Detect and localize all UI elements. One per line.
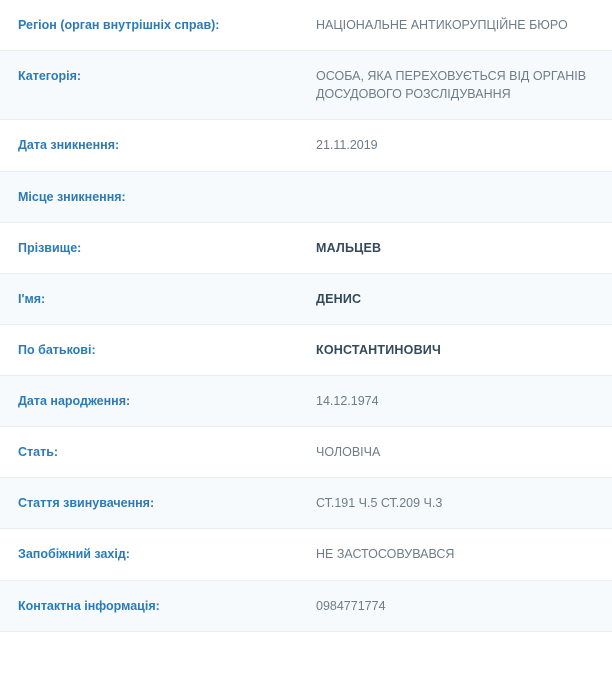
field-label: Регіон (орган внутрішніх справ): <box>18 18 220 32</box>
field-value: 14.12.1974 <box>316 394 379 408</box>
field-value: ДЕНИС <box>316 291 362 306</box>
field-label: Стаття звинувачення: <box>18 496 155 511</box>
field-label: Стать: <box>18 445 59 460</box>
field-label: Місце зникнення: <box>18 189 126 204</box>
field-label: Контактна інформація: <box>18 598 160 613</box>
field-value: 21.11.2019 <box>316 138 378 153</box>
field-value: КОНСТАНТИНОВИЧ <box>316 342 441 357</box>
table-row <box>0 171 612 222</box>
table-row <box>0 427 612 478</box>
field-value: НЕ ЗАСТОСОВУВАВСЯ <box>316 547 455 562</box>
field-value: НАЦІОНАЛЬНЕ АНТИКОРУПЦІЙНЕ БЮРО <box>316 18 568 32</box>
field-label: Дата зникнення: <box>18 138 120 153</box>
table-row <box>0 222 612 273</box>
field-label: Прізвище: <box>18 240 82 255</box>
table-row <box>0 120 612 171</box>
field-value <box>296 171 612 222</box>
table-row <box>0 0 612 51</box>
table-row <box>0 273 612 324</box>
table-row <box>0 51 612 120</box>
field-label: І'мя: <box>18 291 46 306</box>
table-row <box>0 376 612 427</box>
table-row <box>0 478 612 529</box>
field-value: ЧОЛОВІЧА <box>316 445 381 460</box>
field-value: ОСОБА, ЯКА ПЕРЕХОВУЄТЬСЯ ВІД ОРГАНІВ ДОСУДОВОГО РОЗСЛІДУВАННЯ <box>316 69 587 102</box>
table-row <box>0 580 612 631</box>
table-row <box>0 324 612 375</box>
field-label: Запобіжний захід: <box>18 547 130 562</box>
field-label: По батькові: <box>18 342 96 357</box>
field-value: СТ.191 Ч.5 СТ.209 Ч.3 <box>316 496 443 511</box>
field-value: 0984771774 <box>316 598 386 613</box>
field-label: Дата народження: <box>18 394 131 408</box>
field-value: МАЛЬЦЕВ <box>316 240 382 255</box>
field-label: Категорія: <box>18 69 82 84</box>
table-row <box>0 529 612 580</box>
